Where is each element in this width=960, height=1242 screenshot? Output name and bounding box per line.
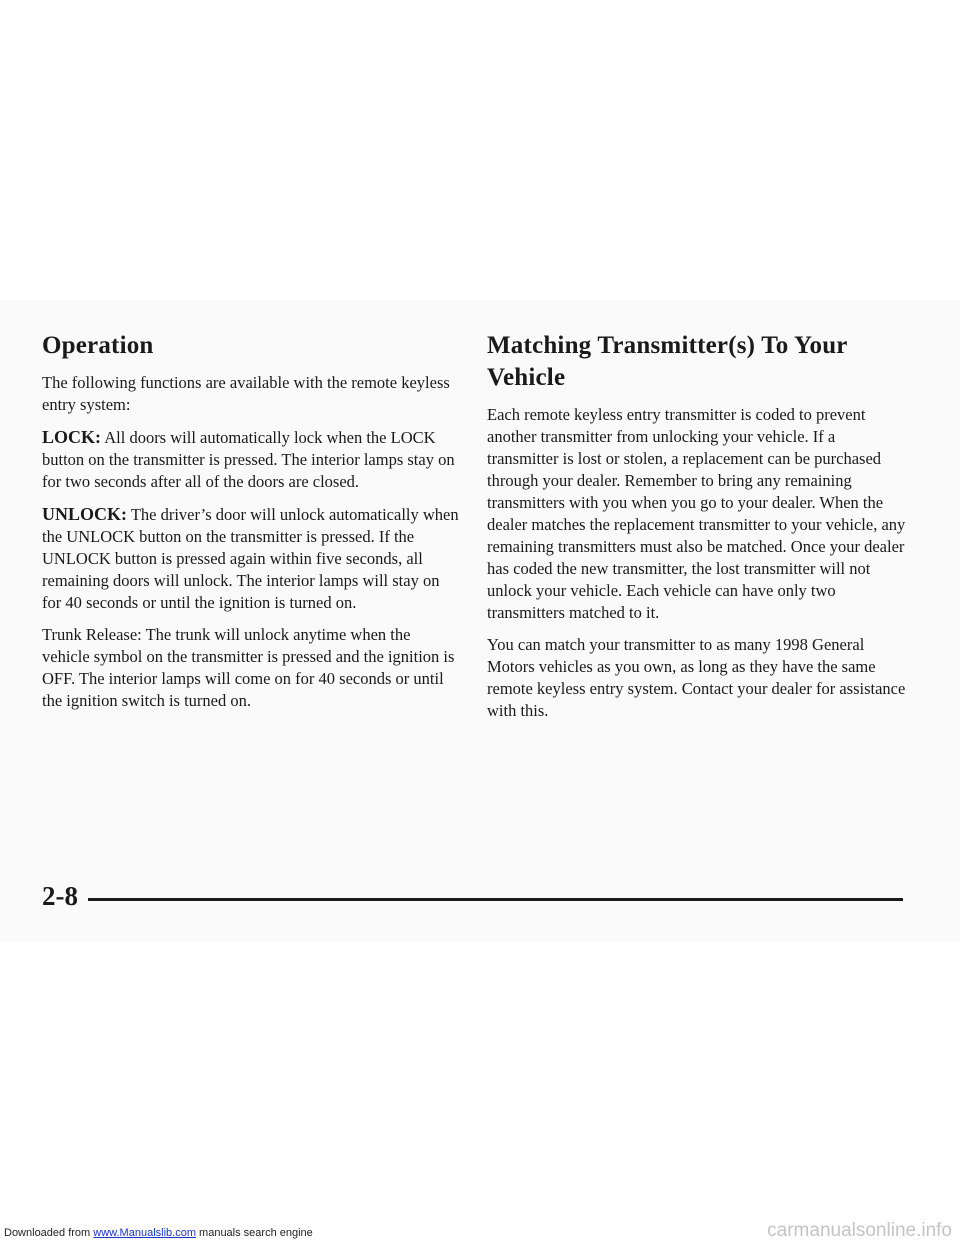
manualslib-link[interactable]: www.Manualslib.com xyxy=(93,1227,196,1239)
operation-column xyxy=(42,330,462,722)
download-banner xyxy=(4,1226,313,1240)
unlock-term: UNLOCK: xyxy=(42,504,127,524)
matching-paragraph-1: Each remote keyless entry transmitter is coded to prevent another transmitter from unlocking your vehicle. If a transmitter is lost or stolen, a replacement can be purchased through your dealer. Remember to bring any remaining transmitters with you when you go to your dealer. When the dealer matches the replacement transmitter to your vehicle, any remaining transmitters must also be matched. Once your dealer has coded the new transmitter, the lost transmitter will not unlock your vehicle. Each vehicle can have only two transmitters matched to it. xyxy=(487,405,906,622)
banner-prefix: Downloaded from xyxy=(4,1227,94,1239)
banner-suffix: manuals search engine xyxy=(195,1227,313,1239)
matching-heading: Matching Transmitter(s) To Your Vehicle xyxy=(487,332,848,391)
lock-paragraph xyxy=(42,426,462,493)
footer-rule xyxy=(88,898,903,901)
page-number: 2-8 xyxy=(42,881,78,911)
operation-intro: The following functions are available with the remote keyless entry system: xyxy=(42,373,450,414)
operation-heading: Operation xyxy=(42,332,154,359)
matching-paragraph-2: You can match your transmitter to as many 1998 General Motors vehicles as you own, as long as they have the same remote keyless entry system. Contact your dealer for assistance with this. xyxy=(487,635,906,720)
unlock-paragraph xyxy=(42,503,462,614)
lock-text: All doors will automatically lock when the LOCK button on the transmitter is pressed. The interior lamps stay on for two seconds after all of the doors are closed. xyxy=(42,428,455,491)
matching-column xyxy=(487,330,907,732)
lock-term: LOCK: xyxy=(42,427,102,447)
site-watermark: carmanualsonline.info xyxy=(767,1220,952,1241)
unlock-text: The driver’s door will unlock automatically when the UNLOCK button on the transmitter is pressed. If the UNLOCK button is pressed again within five seconds, all remaining doors will unlock. The interior lamps will stay on for 40 seconds or until the ignition is turned on. xyxy=(42,505,459,612)
trunk-release-paragraph: Trunk Release: The trunk will unlock anytime when the vehicle symbol on the transmitter is pressed and the ignition is OFF. The interior lamps will come on for 40 seconds or until the ignition switch is turned on. xyxy=(42,625,455,710)
